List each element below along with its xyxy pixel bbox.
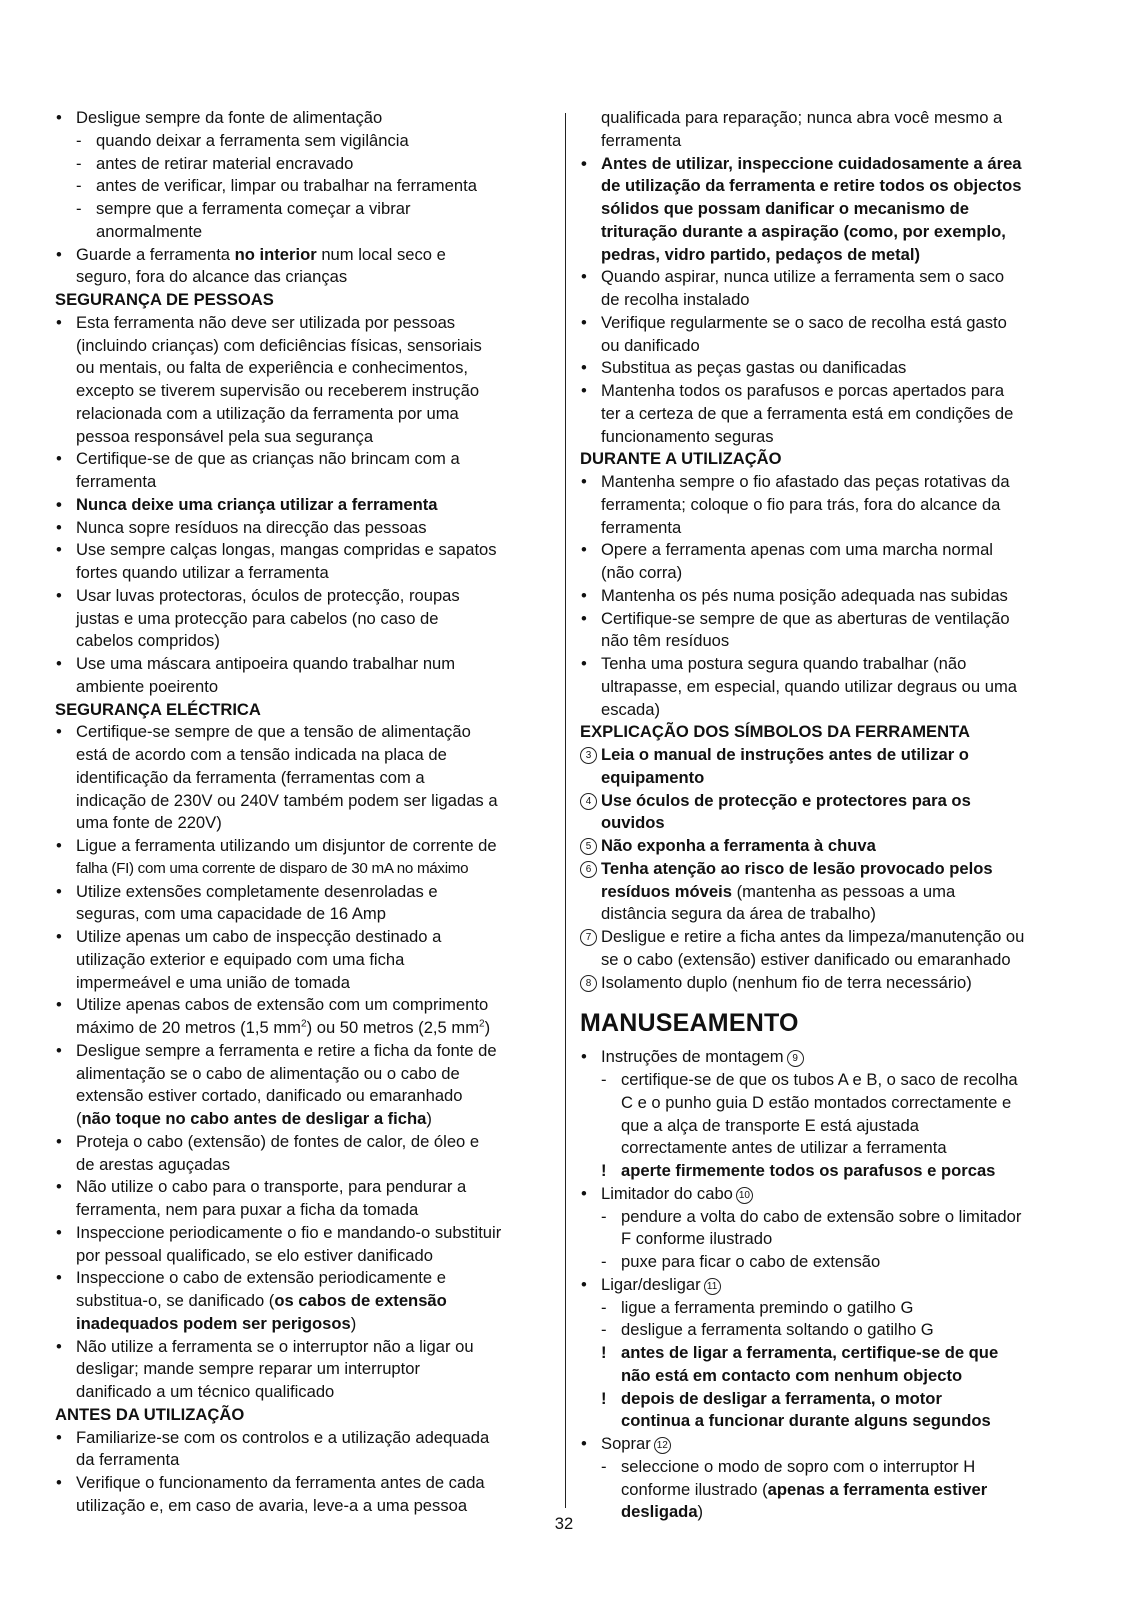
list-subitem-continuation: que a alça de transporte E está ajustada bbox=[621, 1115, 919, 1135]
list-item-continuation: ferramenta bbox=[601, 517, 682, 537]
list-item: • Utilize apenas um cabo de inspecção destinado a bbox=[55, 926, 552, 949]
list-item-continuation: sólidos que possam danificar o mecanismo de bbox=[601, 199, 969, 218]
list-item-continuation: (não corra) bbox=[601, 563, 683, 582]
circled-number-icon: 10 bbox=[736, 1187, 753, 1204]
list-subitem-continuation: continua a funcionar durante alguns segundos bbox=[621, 1411, 991, 1431]
list-item: • Mantenha sempre o fio afastado das peças rotativas da bbox=[580, 471, 1076, 494]
list-item: • Ligue a ferramenta utilizando um disjuntor de corrente de bbox=[55, 835, 552, 858]
list-subitem: - antes de verificar, limpar ou trabalhar na ferramenta bbox=[55, 175, 552, 198]
list-item-continuation: substitua-o, se danificado (os cabos de extensão bbox=[76, 1291, 447, 1310]
list-item-continuation: justas e uma protecção para cabelos (no caso de bbox=[76, 608, 439, 628]
section-title: MANUSEAMENTO bbox=[580, 1009, 799, 1038]
list-item-continuation: relacionada com a utilização da ferramenta por uma bbox=[76, 403, 459, 423]
list-item-continuation: alimentação se o cabo de alimentação ou o cabo de bbox=[76, 1063, 460, 1083]
list-item-continuation: se o cabo (extensão) estiver danificado ou emaranhado bbox=[601, 949, 1011, 969]
circled-number-icon: 7 bbox=[580, 929, 597, 946]
list-item: • Guarde a ferramenta no interior num local seco e bbox=[55, 244, 552, 267]
list-item-continuation: resíduos móveis (mantenha as pessoas a uma bbox=[601, 881, 956, 901]
list-item: • Utilize apenas cabos de extensão com um comprimento bbox=[55, 994, 552, 1017]
list-item: • Nunca sopre resíduos na direcção das pessoas bbox=[55, 517, 552, 540]
list-item: • Inspeccione o cabo de extensão periodicamente e bbox=[55, 1267, 552, 1290]
list-item-continuation: danificado a um técnico qualificado bbox=[76, 1382, 335, 1401]
circled-number-icon: 3 bbox=[580, 747, 597, 764]
list-item-continuation: está de acordo com a tensão indicada na placa de bbox=[76, 745, 447, 764]
list-item-continuation: máximo de 20 metros (1,5 $mm^2$) ou 50 metros (2,5 $mm^2$) bbox=[76, 1018, 491, 1037]
list-subitem-continuation: anormalmente bbox=[96, 221, 203, 241]
list-item: • Tenha uma postura segura quando trabalhar (não bbox=[580, 653, 1076, 676]
list-item-continuation: utilização exterior e equipado com uma ficha bbox=[76, 949, 405, 969]
circled-number-icon: 9 bbox=[787, 1050, 804, 1067]
list-subitem-continuation: C e o punho guia D estão montados correctamente e bbox=[621, 1092, 1012, 1112]
warning-item: ! antes de ligar a ferramenta, certifique-se de que bbox=[580, 1342, 1076, 1365]
list-item: • Opere a ferramenta apenas com uma marcha normal bbox=[580, 539, 1076, 562]
list-item-continuation: pessoa responsável pela sua segurança bbox=[76, 426, 374, 446]
list-item-continuation: inadequados podem ser perigosos) bbox=[76, 1313, 357, 1333]
list-item-continuation: trituração durante a aspiração (como, por exemplo, bbox=[601, 221, 1006, 241]
list-subitem: - pendure a volta do cabo de extensão sobre o limitador bbox=[580, 1206, 1076, 1229]
list-subitem: - seleccione o modo de sopro com o interruptor H bbox=[580, 1456, 1076, 1479]
list-item: • Nunca deixe uma criança utilizar a ferramenta bbox=[55, 494, 552, 517]
list-item: • Familiarize-se com os controlos e a utilização adequada bbox=[55, 1427, 552, 1450]
list-item: • Proteja o cabo (extensão) de fontes de calor, de óleo e bbox=[55, 1131, 552, 1154]
list-item: • Utilize extensões completamente desenroladas e bbox=[55, 881, 552, 904]
list-subitem-continuation: não está em contacto com nenhum objecto bbox=[621, 1365, 963, 1385]
list-item-continuation: ambiente poeirento bbox=[76, 676, 219, 696]
list-item-continuation: utilização e, em caso de avaria, leve-a a uma pessoa bbox=[76, 1495, 468, 1515]
list-item: • Use sempre calças longas, mangas compridas e sapatos bbox=[55, 539, 552, 562]
list-item-continuation: seguras, com uma capacidade de 16 Amp bbox=[76, 904, 386, 924]
list-item: • Verifique o funcionamento da ferramenta antes de cada bbox=[55, 1472, 552, 1495]
list-item: • Esta ferramenta não deve ser utilizada por pessoas bbox=[55, 312, 552, 335]
list-item: • Use uma máscara antipoeira quando trabalhar num bbox=[55, 653, 552, 676]
list-item-continuation: identificação da ferramenta (ferramentas com a bbox=[76, 767, 425, 787]
list-item: • Substitua as peças gastas ou danificadas bbox=[580, 357, 1076, 380]
list-subitem: - ligue a ferramenta premindo o gatilho G bbox=[580, 1297, 1076, 1320]
list-subitem-continuation: conforme ilustrado (apenas a ferramenta estiver bbox=[621, 1479, 988, 1499]
list-item-continuation: (não toque no cabo antes de desligar a ficha) bbox=[76, 1109, 432, 1128]
list-item: • Instruções de montagem 9 bbox=[580, 1046, 1076, 1069]
section-heading: SEGURANÇA DE PESSOAS bbox=[55, 290, 274, 309]
left-column bbox=[55, 107, 552, 1518]
list-item-continuation: de arestas aguçadas bbox=[76, 1154, 231, 1174]
list-item-continuation: cabelos compridos) bbox=[76, 631, 220, 651]
warning-item: ! aperte firmemente todos os parafusos e porcas bbox=[580, 1160, 1076, 1183]
symbol-item: 7 Desligue e retire a ficha antes da limpeza/manutenção ou bbox=[580, 926, 1076, 949]
list-item-continuation: (incluindo crianças) com deficiências físicas, sensoriais bbox=[76, 335, 482, 355]
list-item-continuation: ferramenta bbox=[601, 130, 682, 150]
list-item-continuation: equipamento bbox=[601, 767, 705, 787]
list-item-continuation: ultrapasse, em especial, quando utilizar degraus ou uma bbox=[601, 676, 1018, 696]
list-item: • Desligue sempre da fonte de alimentação bbox=[55, 107, 552, 130]
list-subitem-continuation: F conforme ilustrado bbox=[621, 1229, 773, 1249]
warning-item: ! depois de desligar a ferramenta, o motor bbox=[580, 1388, 1076, 1411]
list-item: • Inspeccione periodicamente o fio e mandando-o substituir bbox=[55, 1222, 552, 1245]
list-item: • Ligar/desligar 11 bbox=[580, 1274, 1076, 1297]
list-item-continuation: desligar; mande sempre reparar um interruptor bbox=[76, 1359, 421, 1379]
list-item-continuation: pedras, vidro partido, pedaços de metal) bbox=[601, 244, 921, 264]
symbol-item: 8 Isolamento duplo (nenhum fio de terra necessário) bbox=[580, 972, 1076, 995]
list-item-continuation: indicação de 230V ou 240V também podem ser ligadas a bbox=[76, 790, 498, 810]
list-item: • Limitador do cabo 10 bbox=[580, 1183, 1076, 1206]
right-column bbox=[580, 107, 1076, 1524]
list-subitem: - certifique-se de que os tubos A e B, o saco de recolha bbox=[580, 1069, 1076, 1092]
list-subitem: - antes de retirar material encravado bbox=[55, 153, 552, 176]
list-item-continuation: funcionamento seguras bbox=[601, 426, 774, 446]
list-item-continuation: não têm resíduos bbox=[601, 631, 730, 651]
list-item: • Desligue sempre a ferramenta e retire a ficha da fonte de bbox=[55, 1040, 552, 1063]
list-subitem: - desligue a ferramenta soltando o gatilho G bbox=[580, 1319, 1076, 1342]
list-item-continuation: distância segura da área de trabalho) bbox=[601, 904, 876, 924]
list-item-continuation: ferramenta bbox=[76, 472, 157, 491]
circled-number-icon: 5 bbox=[580, 838, 597, 855]
list-item-continuation: ter a certeza de que a ferramenta está em condições de bbox=[601, 403, 1014, 423]
list-item-continuation: de recolha instalado bbox=[601, 290, 750, 309]
list-item: • Mantenha todos os parafusos e porcas apertados para bbox=[580, 380, 1076, 403]
list-item: • Certifique-se de que as crianças não brincam com a bbox=[55, 448, 552, 471]
list-subitem: - sempre que a ferramenta começar a vibrar bbox=[55, 198, 552, 221]
section-heading: EXPLICAÇÃO DOS SÍMBOLOS DA FERRAMENTA bbox=[580, 722, 970, 742]
list-subitem: - quando deixar a ferramenta sem vigilância bbox=[55, 130, 552, 153]
symbol-item: 4 Use óculos de protecção e protectores para os bbox=[580, 790, 1076, 813]
symbol-item: 3 Leia o manual de instruções antes de utilizar o bbox=[580, 744, 1076, 767]
list-item-continuation: extensão estiver cortado, danificado ou emaranhado bbox=[76, 1086, 463, 1106]
list-item-continuation: escada) bbox=[601, 699, 661, 719]
list-item: • Não utilize a ferramenta se o interruptor não a ligar ou bbox=[55, 1336, 552, 1359]
list-subitem-continuation: correctamente antes de utilizar a ferramenta bbox=[621, 1138, 947, 1158]
list-item-continuation: impermeável e uma união de tomada bbox=[76, 972, 350, 992]
circled-number-icon: 11 bbox=[704, 1278, 721, 1295]
list-item-continuation: uma fonte de 220V) bbox=[76, 813, 222, 833]
circled-number-icon: 12 bbox=[654, 1437, 671, 1454]
list-item: • Soprar 12 bbox=[580, 1433, 1076, 1456]
section-heading: SEGURANÇA ELÉCTRICA bbox=[55, 699, 261, 719]
circled-number-icon: 6 bbox=[580, 861, 597, 878]
list-subitem: - puxe para ficar o cabo de extensão bbox=[580, 1251, 1076, 1274]
section-heading: DURANTE A UTILIZAÇÃO bbox=[580, 449, 782, 469]
list-subitem-continuation: desligada) bbox=[621, 1502, 704, 1522]
list-item-continuation: ou mentais, ou falta de experiência e conhecimentos, bbox=[76, 358, 469, 378]
list-item-continuation: de utilização da ferramenta e retire todos os objectos bbox=[601, 176, 1022, 196]
circled-number-icon: 4 bbox=[580, 793, 597, 810]
list-item: • Mantenha os pés numa posição adequada nas subidas bbox=[580, 585, 1076, 608]
circled-number-icon: 8 bbox=[580, 975, 597, 992]
list-item-continuation: falha (FI) com uma corrente de disparo de 30 mA no máximo bbox=[76, 859, 469, 877]
list-item: • Verifique regularmente se o saco de recolha está gasto bbox=[580, 312, 1076, 335]
list-item-continuation: qualificada para reparação; nunca abra você mesmo a bbox=[601, 108, 1003, 127]
list-item: • Certifique-se sempre de que as aberturas de ventilação bbox=[580, 608, 1076, 631]
list-item: • Quando aspirar, nunca utilize a ferramenta sem o saco bbox=[580, 266, 1076, 289]
column-divider bbox=[565, 113, 566, 1508]
list-item-continuation: por pessoal qualificado, se elo estiver danificado bbox=[76, 1245, 433, 1265]
list-item-continuation: ouvidos bbox=[601, 813, 665, 833]
list-item-continuation: fortes quando utilizar a ferramenta bbox=[76, 563, 329, 582]
section-heading: ANTES DA UTILIZAÇÃO bbox=[55, 1404, 245, 1424]
list-item: • Usar luvas protectoras, óculos de protecção, roupas bbox=[55, 585, 552, 608]
page-number: 32 bbox=[554, 1514, 574, 1533]
list-item-continuation: da ferramenta bbox=[76, 1450, 180, 1470]
list-item-continuation: ferramenta, nem para puxar a ficha da tomada bbox=[76, 1200, 419, 1219]
list-item-continuation: ou danificado bbox=[601, 335, 700, 355]
symbol-item: 5 Não exponha a ferramenta à chuva bbox=[580, 835, 1076, 858]
list-item: • Antes de utilizar, inspeccione cuidadosamente a área bbox=[580, 153, 1076, 176]
list-item-continuation: ferramenta; coloque o fio para trás, fora do alcance da bbox=[601, 494, 1001, 514]
list-item: • Certifique-se sempre de que a tensão de alimentação bbox=[55, 721, 552, 744]
list-item-continuation: excepto se tiverem supervisão ou receberem instrução bbox=[76, 381, 480, 400]
symbol-item: 6 Tenha atenção ao risco de lesão provocado pelos bbox=[580, 858, 1076, 881]
list-item-continuation: seguro, fora do alcance das crianças bbox=[76, 267, 348, 287]
list-item: • Não utilize o cabo para o transporte, para pendurar a bbox=[55, 1176, 552, 1199]
